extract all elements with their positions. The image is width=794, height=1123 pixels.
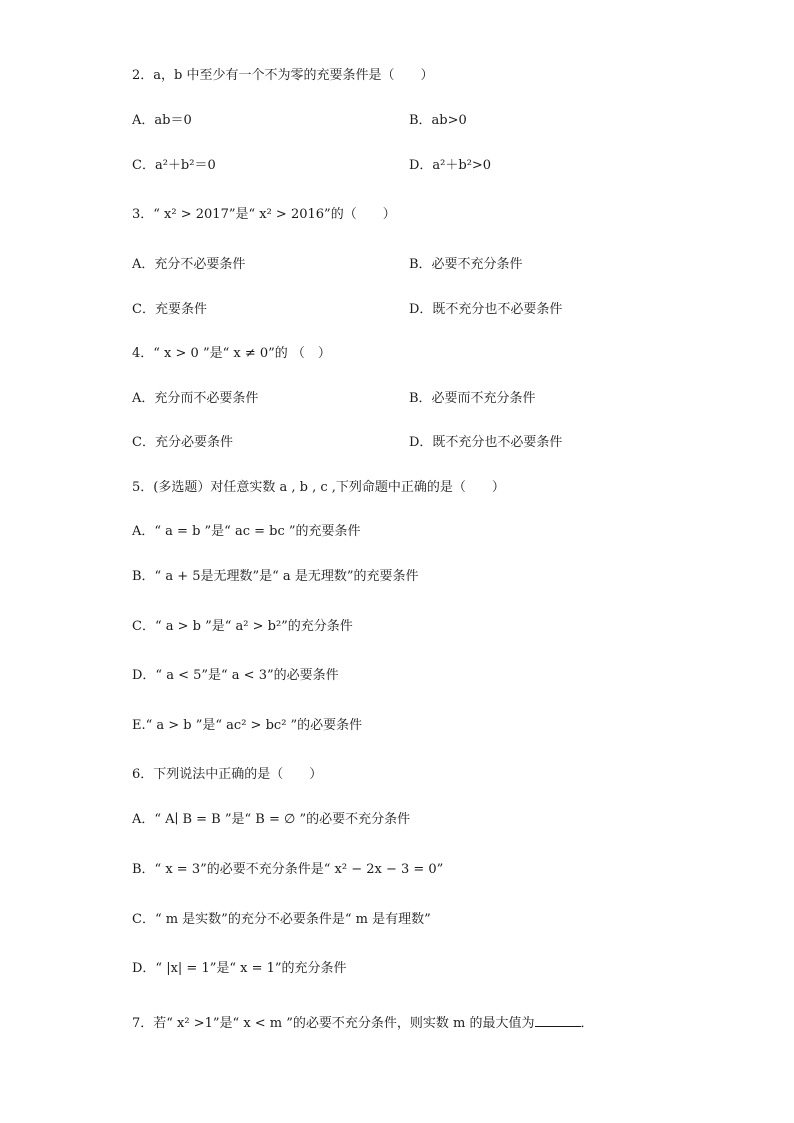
question-2-option-a: A．ab＝0 — [132, 113, 192, 128]
question-5-stem: 5．(多选题）对任意实数 a , b , c ,下列命题中正确的是（ ） — [132, 480, 505, 495]
question-4-stem: 4．“ x > 0 ”是“ x ≠ 0”的 （ ） — [132, 346, 331, 361]
question-3-option-a: A．充分不必要条件 — [132, 257, 246, 272]
question-3-option-d: D．既不充分也不必要条件 — [409, 302, 563, 317]
question-2-stem: 2．a，b 中至少有一个不为零的充要条件是（ ） — [132, 68, 434, 83]
question-3-option-b: B．必要不充分条件 — [409, 257, 523, 272]
answer-blank[interactable] — [535, 1014, 581, 1027]
question-2-option-c: C．a²＋b²＝0 — [132, 158, 216, 173]
question-7-stem — [132, 1014, 594, 1034]
question-4-option-b: B．必要而不充分条件 — [409, 391, 536, 406]
question-6-option-b: B．“ x = 3”的必要不充分条件是“ x² − 2x − 3 = 0” — [132, 862, 444, 877]
question-7-end: ． — [580, 1016, 594, 1031]
question-6-option-a: A．“ A∣ B = B ”是“ B = ∅ ”的必要不充分条件 — [132, 812, 411, 827]
question-6-option-d: D．“ |x| = 1”是“ x = 1”的充分条件 — [132, 961, 347, 976]
question-2-option-d: D．a²＋b²>0 — [409, 158, 492, 173]
question-7-text: 7．若“ x² >1”是“ x < m ”的必要不充分条件，则实数 m 的最大值为 — [132, 1016, 535, 1031]
question-6-stem: 6．下列说法中正确的是（ ） — [132, 767, 323, 782]
question-2-option-b: B．ab>0 — [409, 113, 467, 128]
question-3-option-c: C．充要条件 — [132, 302, 207, 317]
question-4-option-c: C．充分必要条件 — [132, 435, 233, 450]
question-5-option-c: C．“ a > b ”是“ a² > b²”的充分条件 — [132, 619, 353, 634]
question-5-option-d: D．“ a < 5”是“ a < 3”的必要条件 — [132, 668, 339, 683]
question-6-option-c: C．“ m 是实数”的充分不必要条件是“ m 是有理数” — [132, 912, 431, 927]
question-5-option-e: E.“ a > b ”是“ ac² > bc² ”的必要条件 — [132, 718, 363, 733]
question-5-option-b: B．“ a + 5是无理数”是“ a 是无理数”的充要条件 — [132, 569, 419, 584]
question-4-option-a: A．充分而不必要条件 — [132, 391, 259, 406]
question-3-stem: 3．“ x² > 2017”是“ x² > 2016”的（ ） — [132, 207, 396, 222]
question-4-option-d: D．既不充分也不必要条件 — [409, 435, 563, 450]
question-5-option-a: A．“ a = b ”是“ ac = bc ”的充要条件 — [132, 524, 361, 539]
